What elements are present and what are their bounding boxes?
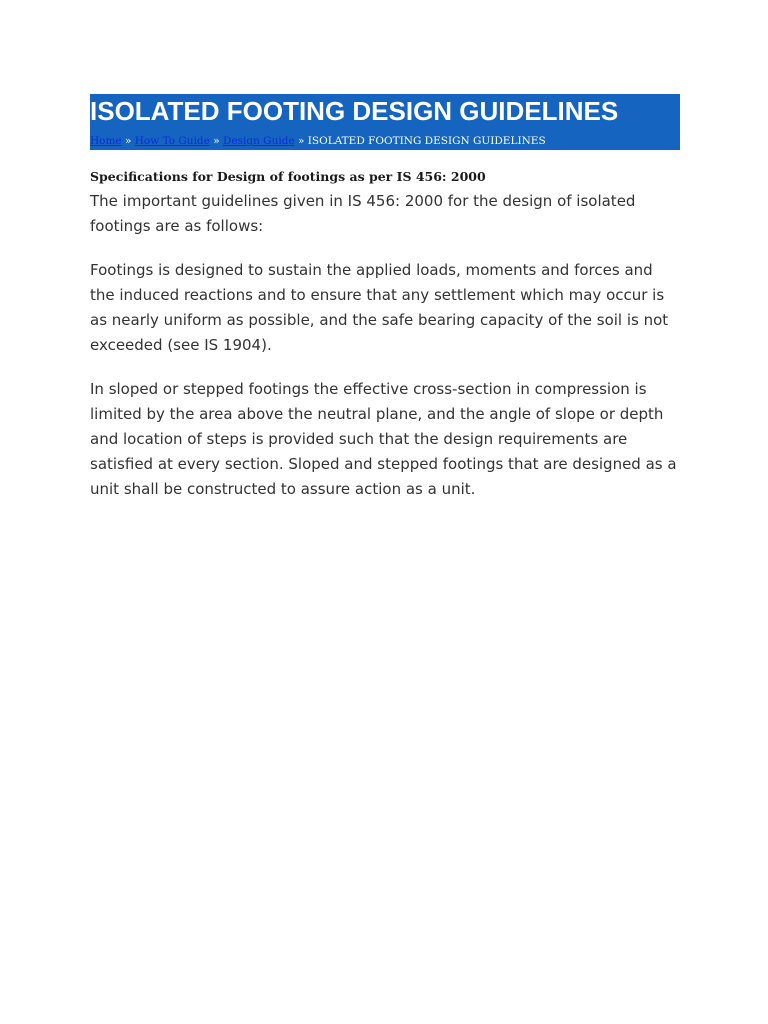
breadcrumb-current: ISOLATED FOOTING DESIGN GUIDELINES <box>307 135 546 147</box>
body-paragraph: Footings is designed to sustain the applied loads, moments and forces and the induced reactions and to ensure that any settlement which may occur is as nearly uniform as possible, and the safe bearing capacity of the soil is not exceeded (see IS 1904). <box>90 261 669 354</box>
body-paragraph: In sloped or stepped footings the effective cross-section in compression is limited by the area above the neutral plane, and the angle of slope or depth and location of steps is provided such that the design requirements are satisfied at every section. Sloped and stepped footings that are designed as a unit shall be constructed to assure action as a unit. <box>90 380 677 498</box>
breadcrumb-how-to-guide-link[interactable]: How To Guide <box>134 135 210 147</box>
page-title: ISOLATED FOOTING DESIGN GUIDELINES <box>90 96 619 126</box>
breadcrumb-separator: » <box>125 135 135 147</box>
title-banner <box>90 94 680 150</box>
breadcrumb-home-link[interactable]: Home <box>90 135 122 147</box>
breadcrumb-separator: » <box>297 135 308 147</box>
breadcrumb-separator: » <box>213 135 223 147</box>
intro-paragraph: The important guidelines given in IS 456: 2000 for the design of isolated footings are as follows: <box>90 192 636 235</box>
breadcrumb-design-guide-link[interactable]: Design Guide <box>222 135 295 147</box>
article <box>90 94 680 502</box>
section-subheading: Specifications for Design of footings as per IS 456: 2000 <box>90 169 486 184</box>
breadcrumb <box>90 134 546 148</box>
